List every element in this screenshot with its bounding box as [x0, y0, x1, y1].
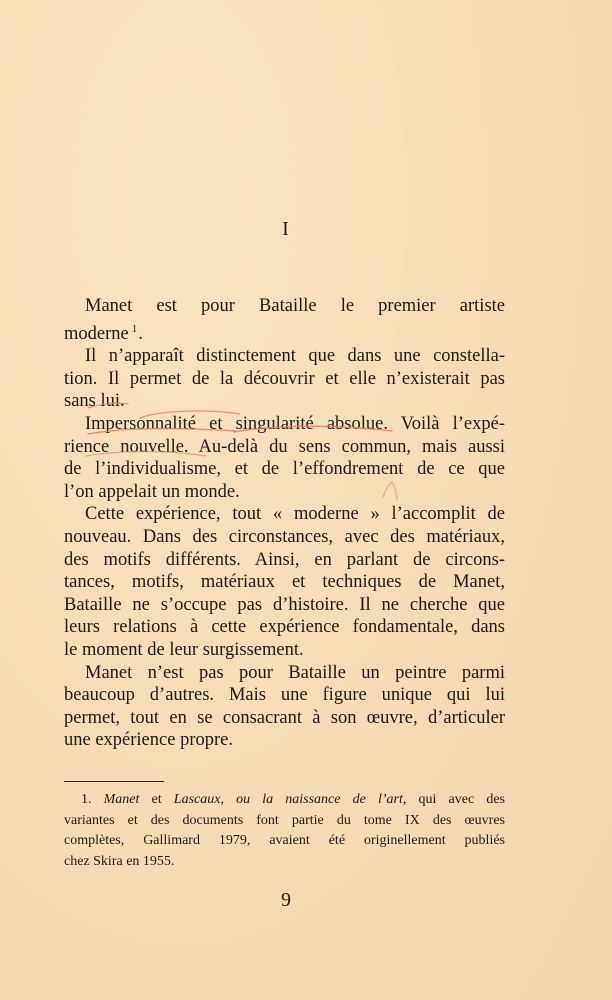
text-line: Bataille ne s’occupe pas d’histoire. Il ne cherche que [64, 594, 505, 615]
footnote [64, 790, 505, 872]
footnote-connector: et [151, 792, 162, 807]
paragraph-1 [64, 295, 505, 345]
paragraph-4 [64, 503, 505, 661]
text-line: leurs relations à cette expérience fondamentale, dans [64, 617, 505, 638]
text-line: tion. Il permet de la découvrir et elle n’existerait pas [64, 368, 505, 389]
text-line: Cette expérience, tout « moderne » l’accomplit de [85, 504, 505, 525]
chapter-numeral: I [282, 218, 290, 240]
footnote-title-2: Lascaux, ou la naissance de l’art, [173, 792, 407, 807]
paragraph-3 [64, 413, 505, 503]
text-line: sans lui. [64, 391, 125, 412]
paragraph-5 [64, 662, 505, 752]
text-line-with-note: moderne $^1$. [64, 322, 143, 344]
text-line: Impersonnalité et singularité absolue. Voilà l’expé- [85, 413, 505, 434]
text-line: Manet est pour Bataille le premier artiste [85, 296, 505, 316]
text-line: beaucoup d’autres. Mais une figure unique qui lui [64, 685, 505, 706]
footnote-divider [64, 781, 164, 782]
footnote-text: qui avec des [418, 792, 505, 807]
text-line: nouveau. Dans des circonstances, avec des matériaux, [64, 526, 505, 547]
text-line: une expérience propre. [64, 730, 233, 751]
footnote-line: complètes, Gallimard 1979, avaient été originellement publiés [64, 833, 505, 848]
footnote-title-1: Manet [103, 792, 140, 807]
text-line: tances, motifs, matériaux et techniques de Manet, [64, 572, 505, 593]
text-line: permet, tout en se consacrant à son œuvre, d’articuler [64, 707, 505, 728]
paragraph-2 [64, 345, 505, 413]
text-line: Il n’apparaît distinctement que dans une constella- [85, 346, 505, 367]
footnote-number: 1. [81, 792, 92, 807]
footnote-line [64, 790, 505, 811]
text-line: de l’individualisme, et de l’effondrement de ce que [64, 459, 505, 480]
page-number: 9 [281, 889, 291, 911]
text-line: rience nouvelle. Au-delà du sens commun, mais aussi [64, 436, 505, 457]
footnote-line: chez Skira en 1955. [64, 853, 175, 869]
footnote-reference[interactable]: 1 [131, 322, 138, 335]
text-line: Manet n’est pas pour Bataille un peintre parmi [85, 662, 505, 683]
body-text [64, 295, 505, 752]
text-line: des motifs différents. Ainsi, en parlant de circons- [64, 549, 505, 570]
text-line: moderne [64, 323, 129, 344]
footnote-line: variantes et des documents font partie du tome IX des œuvres [64, 812, 505, 828]
text-line: le moment de leur surgissement. [64, 639, 304, 660]
text-line: l’on appelait un monde. [64, 481, 240, 502]
